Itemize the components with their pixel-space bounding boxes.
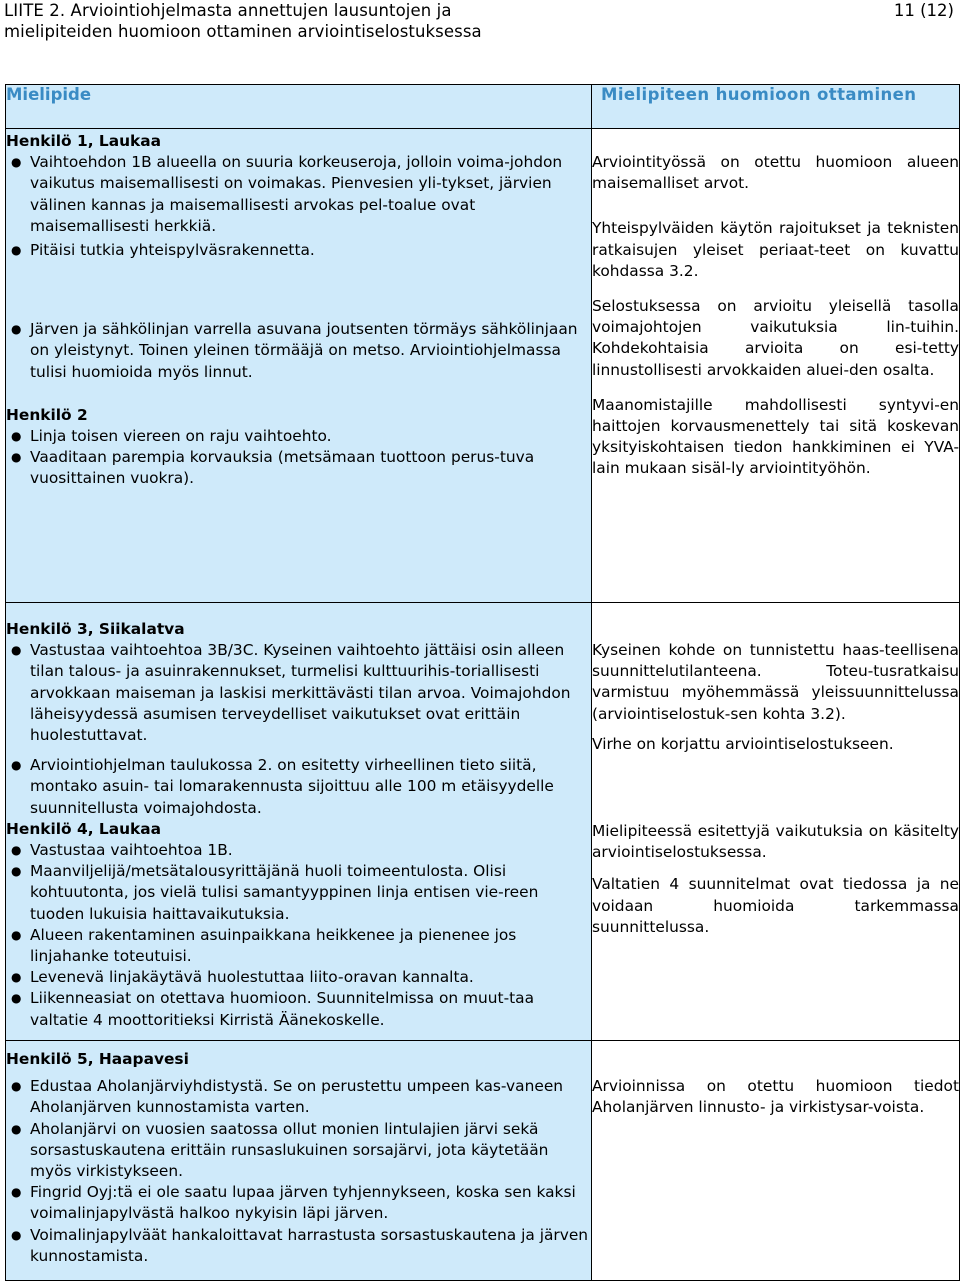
list-item: ● Fingrid Oyj:tä ei ole saatu lupaa järven tyhjennykseen, koska sen kaksi voimalinjapylvästä halkoo nykyisin läpi järven. bbox=[11, 1183, 576, 1223]
opinion-table bbox=[5, 84, 960, 1281]
opinion-cell bbox=[6, 1041, 592, 1281]
opinion-list bbox=[6, 426, 591, 490]
list-item: ● Voimalinjapylväät hankaloittavat harrastusta sorsastuskautena ja järven kunnostamista. bbox=[11, 1225, 589, 1265]
response-text: Kyseinen kohde on tunnistettu haas-teellisena suunnittelutilanteena. Toteu-tusratkaisu varmistuu myöhemmässä yleissuunnittelussa (arviointiselostuk-sen kohta 3.2). bbox=[592, 641, 959, 723]
table-row bbox=[6, 129, 960, 603]
page-number: 11 (12) bbox=[893, 1, 954, 20]
list-item: ● Vastustaa vaihtoehtoa 1B. bbox=[6, 840, 591, 861]
opinion-cell bbox=[6, 603, 592, 1041]
bullet-icon: ● bbox=[11, 450, 22, 465]
response-text: Mielipiteessä esitettyjä vaikutuksia on käsitelty arviointiselostuksessa. bbox=[592, 822, 959, 862]
response-text: Yhteispylväiden käytön rajoitukset ja teknisten ratkaisujen yleiset periaat-teet on kuvattu kohdassa 3.2. bbox=[592, 219, 959, 280]
opinion-list bbox=[6, 1076, 591, 1267]
bullet-icon: ● bbox=[11, 758, 22, 773]
bullet-icon: ● bbox=[11, 322, 22, 337]
person-heading: Henkilö 2 bbox=[6, 405, 88, 424]
response-cell bbox=[592, 603, 960, 1041]
column-header-opinion: Mielipide bbox=[6, 85, 592, 129]
response-text: Virhe on korjattu arviointiselostukseen. bbox=[592, 734, 894, 753]
list-item: ● Vastustaa vaihtoehtoa 3B/3C. Kyseinen vaihtoehto jättäisi osin alleen tilan talous- ja asuinrakennukset, turmelisi kulttuurihis-toriallisesti arvokkaan maiseman ja laskisi merkittävästi tilan arvoa. Voimajohdon läheisyydessä asumisen terveydelliset vaikutukset ovat erittäin huolestuttavat. bbox=[11, 641, 571, 745]
page-header bbox=[4, 0, 956, 42]
opinion-cell bbox=[6, 129, 592, 603]
list-item: ● Liikenneasiat on otettava huomioon. Suunnitelmissa on muut-taa valtatie 4 moottoritieksi Kirristä Äänekoskelle. bbox=[11, 989, 535, 1029]
list-item: ● Levenevä linjakäytävä huolestuttaa liito-oravan kannalta. bbox=[6, 967, 591, 988]
opinion-list bbox=[6, 840, 591, 1031]
response-cell bbox=[592, 1041, 960, 1281]
response-text: Maanomistajille mahdollisesti syntyvi-en haittojen korvausmenettely tai sitä koskevan yksityiskohtaisen tiedon hankkiminen ei YVA-lain mukaan sisäl-ly arviointityöhön. bbox=[592, 395, 959, 478]
bullet-icon: ● bbox=[11, 927, 22, 942]
bullet-icon: ● bbox=[11, 429, 22, 444]
table-header-row bbox=[6, 85, 960, 129]
list-item: ● Arviointiohjelman taulukossa 2. on esitetty virheellinen tieto siitä, montako asuin- tai lomarakennusta sijoittuu alle 100 m etäisyydelle suunnitellusta voimajohdosta. bbox=[11, 756, 554, 817]
list-item: ● Pitäisi tutkia yhteispylväsrakennetta. bbox=[6, 240, 591, 261]
bullet-icon: ● bbox=[11, 243, 22, 258]
bullet-icon: ● bbox=[11, 1121, 22, 1136]
bullet-icon: ● bbox=[11, 1227, 22, 1242]
list-item: ● Alueen rakentaminen asuinpaikkana heikkenee ja pienenee jos linjahanke toteutuisi. bbox=[11, 925, 517, 966]
person-heading: Henkilö 3, Siikalatva bbox=[6, 620, 185, 638]
bullet-icon: ● bbox=[11, 991, 22, 1006]
list-item: ● Aholanjärvi on vuosien saatossa ollut monien lintulajien järvi sekä sorsastuskautena erittäin runsaslukuinen sorsajärvi, jota käytetään myös virkistykseen. bbox=[11, 1119, 549, 1181]
opinion-list bbox=[6, 640, 591, 819]
person-heading: Henkilö 4, Laukaa bbox=[6, 819, 162, 838]
list-item: ● Edustaa Aholanjärviyhdistystä. Se on perustettu umpeen kas-vaneen Aholanjärven kunnostamista varten. bbox=[11, 1077, 564, 1117]
bullet-icon: ● bbox=[11, 864, 22, 879]
list-item: ● Vaaditaan parempia korvauksia (metsämaan tuottoon perus-tuva vuosittainen vuokra). bbox=[11, 448, 535, 488]
list-item: ● Vaihtoehdon 1B alueella on suuria korkeuseroja, jolloin voima-johdon vaikutus maisemallisesti on voimakas. Pienvesien yli-tykset, järvien välinen kannas ja maisemallisesti arvokas pel-toalue ovat maisemallisesti herkkiä. bbox=[11, 153, 563, 235]
list-item: ● Järven ja sähkölinjan varrella asuvana joutsenten törmäys sähkölinjaan on yleistynyt. Toinen yleinen törmääjä on metso. Arviointiohjelmassa tulisi huomioida myös linnut. bbox=[11, 320, 578, 381]
document-title-line-1: LIITE 2. Arviointiohjelmasta annettujen lausuntojen ja bbox=[4, 1, 452, 20]
bullet-icon: ● bbox=[11, 1185, 22, 1200]
opinion-list bbox=[6, 152, 591, 383]
table-row bbox=[6, 1041, 960, 1281]
response-cell bbox=[592, 129, 960, 603]
bullet-icon: ● bbox=[11, 643, 22, 658]
list-item: ● Linja toisen viereen on raju vaihtoehto. bbox=[6, 426, 591, 447]
person-heading: Henkilö 5, Haapavesi bbox=[6, 1050, 189, 1068]
bullet-icon: ● bbox=[11, 843, 22, 858]
bullet-icon: ● bbox=[11, 1079, 22, 1094]
column-header-response: Mielipiteen huomioon ottaminen bbox=[592, 85, 960, 129]
response-text: Arviointityössä on otettu huomioon alueen maisemalliset arvot. bbox=[592, 153, 959, 193]
bullet-icon: ● bbox=[11, 970, 22, 985]
table-row bbox=[6, 603, 960, 1041]
response-text: Arvioinnissa on otettu huomioon tiedot Aholanjärven linnusto- ja virkistysar-voista. bbox=[592, 1077, 959, 1117]
bullet-icon: ● bbox=[11, 155, 22, 170]
document-title-line-2: mielipiteiden huomioon ottaminen arviointiselostuksessa bbox=[4, 22, 482, 41]
response-text: Selostuksessa on arvioitu yleisellä tasolla voimajohtojen vaikutuksia lin-tuihin. Kohdekohtaisia arvioita on esi-tetty linnustollisesti arvokkaiden aluei-den osalta. bbox=[592, 297, 959, 379]
person-heading: Henkilö 1, Laukaa bbox=[6, 132, 162, 150]
list-item: ● Maanviljelijä/metsätalousyrittäjänä huoli toimeentulosta. Olisi kohtuutonta, jos vielä tulisi samantyyppinen linja entisen vie-reen tuoden lukuisia haittavaikutuksia. bbox=[11, 862, 539, 923]
response-text: Valtatien 4 suunnitelmat ovat tiedossa ja ne voidaan huomioida tarkemmassa suunnittelussa. bbox=[592, 875, 959, 936]
